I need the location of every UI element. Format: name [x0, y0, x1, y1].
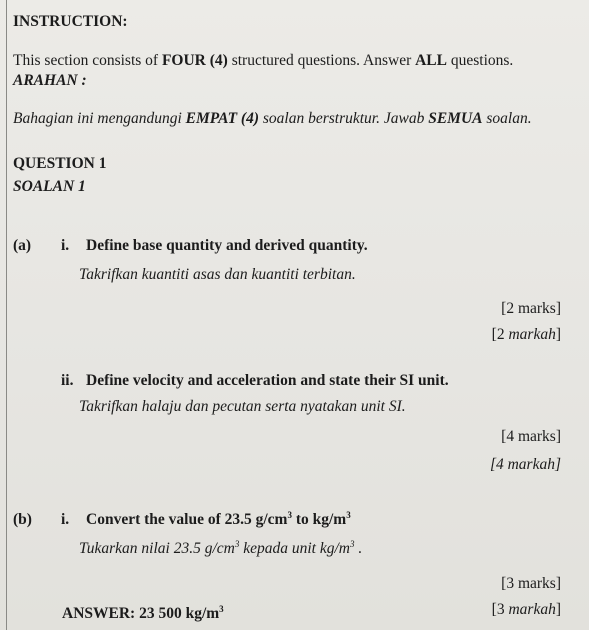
part-a-i-marks-ms: [492, 326, 561, 344]
part-b-i-question-ms-mid: kepada unit kg/m: [239, 540, 350, 557]
part-a-i-question: Define base quantity and derived quantity.: [86, 237, 368, 254]
part-b-i-answer-label: ANSWER: 23 500 kg/m: [62, 605, 220, 622]
instruction-text: [13, 52, 513, 70]
part-a-i-marks-ms-close: ]: [555, 326, 561, 343]
part-a-i-marks: [2 marks]: [501, 300, 561, 317]
part-b-i-marks-ms-word: markah: [508, 601, 556, 618]
arahan-semua: SEMUA: [428, 110, 483, 127]
part-a-i-question-ms: Takrifkan kuantiti asas dan kuantiti terbitan.: [79, 266, 356, 283]
part-b-i-question-mid: to kg/m: [291, 511, 347, 528]
part-b-i-question-prefix: Convert the value of 23.5 g/cm: [86, 511, 288, 528]
part-a-ii-question-ms: Takrifkan halaju dan pecutan serta nyatakan unit SI.: [79, 398, 406, 415]
part-b-i-marks: [3 marks]: [501, 575, 561, 592]
part-a-i-marks-ms-open: [2: [491, 326, 509, 343]
part-b-i-sup-2: 3: [346, 510, 351, 520]
part-a-i-number: i.: [61, 237, 70, 254]
arahan-text-prefix: Bahagian ini mengandungi: [13, 110, 186, 127]
part-b-i-number: i.: [61, 511, 70, 528]
part-b-i-question-ms: [79, 540, 362, 558]
instruction-text-prefix: This section consists of: [13, 52, 162, 69]
question-title: QUESTION 1: [13, 155, 107, 172]
part-b-i-question: [86, 511, 351, 529]
part-b-i-answer-sup: 3: [219, 604, 224, 614]
instruction-text-middle: structured questions. Answer: [227, 52, 416, 69]
instruction-all: ALL: [415, 52, 447, 69]
part-b-i-marks-ms: [492, 601, 561, 619]
part-b-i-ms-sup-1: 3: [234, 539, 240, 549]
part-b-i-question-ms-suffix: .: [354, 540, 363, 557]
arahan-count: EMPAT (4): [185, 110, 259, 127]
part-a-label: (a): [13, 237, 32, 254]
part-b-i-marks-ms-close: ]: [555, 601, 561, 618]
part-a-i-marks-ms-word: markah: [508, 326, 556, 343]
arahan-text-middle: soalan berstruktur. Jawab: [259, 110, 429, 127]
instruction-count: FOUR (4): [161, 52, 228, 69]
arahan-text-suffix: soalan.: [482, 110, 532, 127]
part-b-i-sup-1: 3: [287, 510, 292, 520]
part-b-i-answer: [62, 605, 224, 623]
question-title-ms: SOALAN 1: [13, 178, 86, 195]
part-b-i-marks-ms-open: [3: [491, 601, 509, 618]
instruction-text-suffix: questions.: [446, 52, 514, 69]
part-a-ii-number: ii.: [61, 372, 74, 389]
instruction-heading: INSTRUCTION:: [13, 13, 128, 30]
part-a-ii-question: Define velocity and acceleration and state their SI unit.: [86, 372, 449, 389]
part-b-i-question-ms-prefix: Tukarkan nilai 23.5 g/cm: [79, 540, 235, 557]
part-b-i-ms-sup-2: 3: [350, 539, 355, 549]
arahan-text: [13, 110, 532, 128]
part-a-ii-marks-ms: [4 markah]: [489, 456, 561, 473]
arahan-heading: ARAHAN :: [13, 72, 87, 89]
part-b-label: (b): [13, 511, 32, 528]
margin-line: [6, 0, 7, 630]
part-a-ii-marks: [4 marks]: [501, 428, 561, 445]
